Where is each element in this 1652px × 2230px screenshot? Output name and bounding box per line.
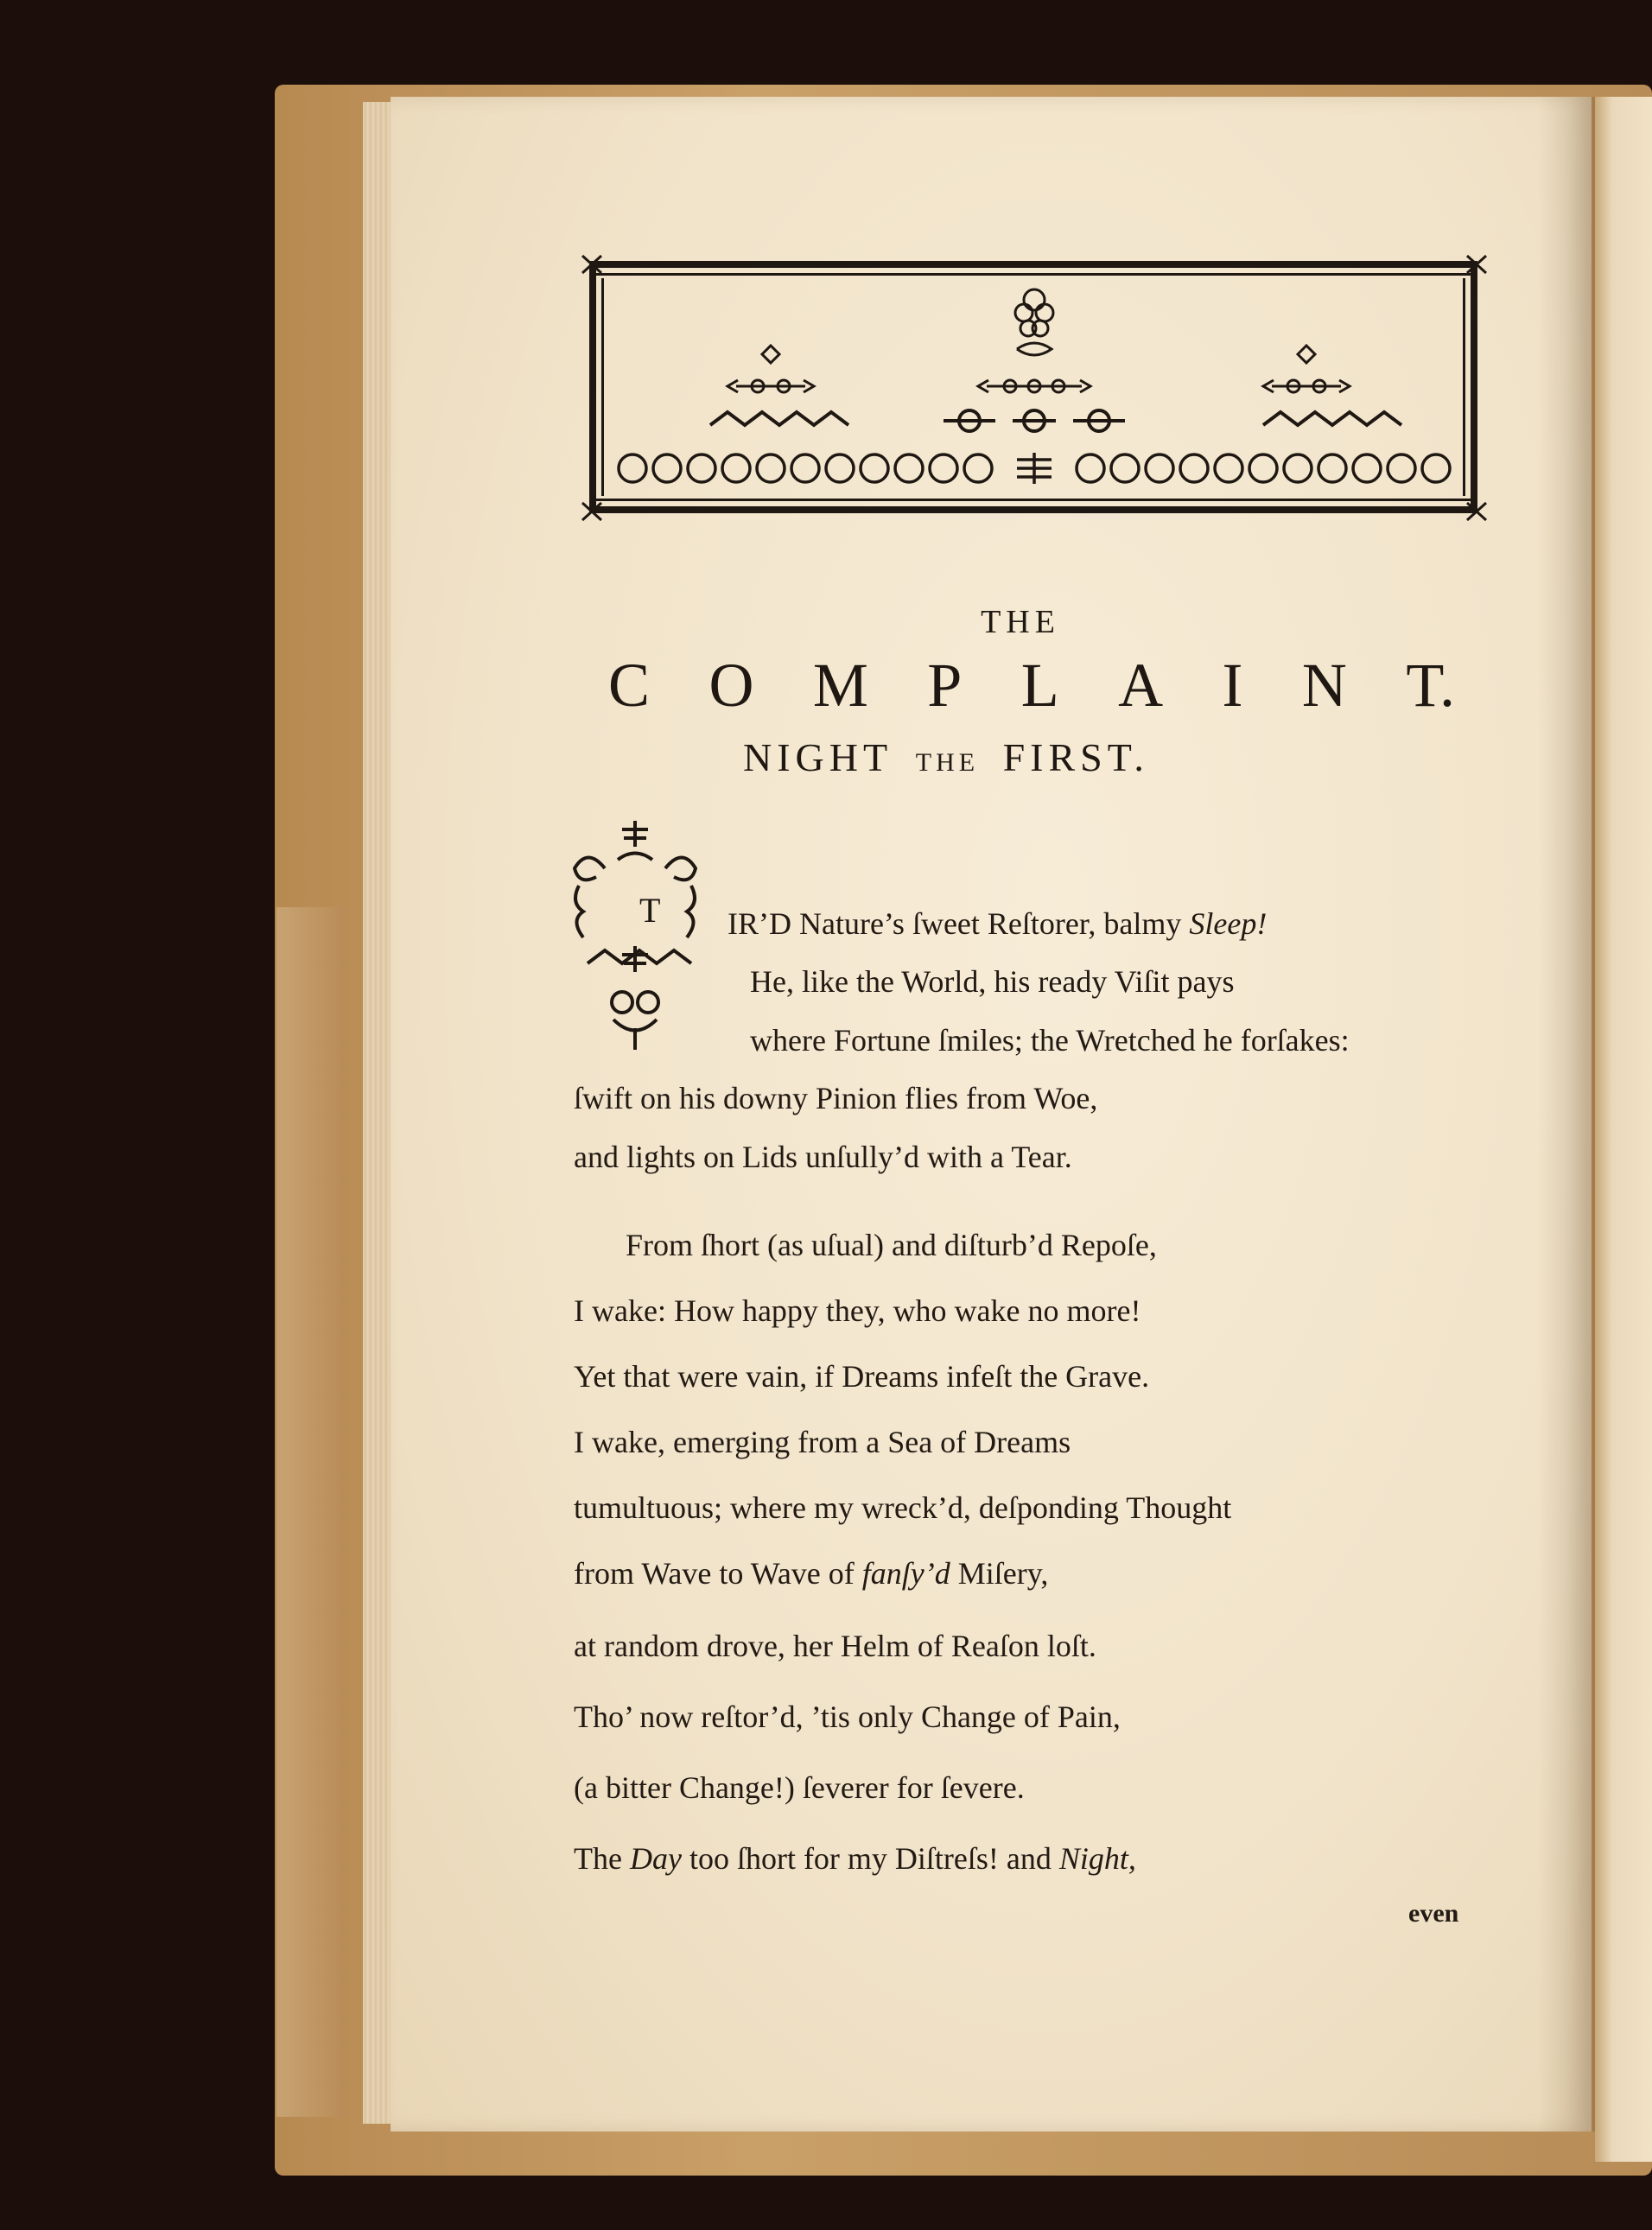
italic-day: Day [629,1841,682,1876]
title-letter: N [1301,651,1347,720]
italic-fansyd: fanſy’d [861,1556,950,1591]
subtitle-the: THE [915,748,980,777]
gutter-shadow [1538,97,1595,2132]
drop-cap-letter: T [639,891,661,930]
verse-line-3: where Fortune ſmiles; the Wretched he forſakes: [750,1023,1350,1058]
verse-line-9: I wake, emerging from a Sea of Dreams [574,1425,1071,1459]
title-letter: C [608,651,651,720]
verse-line-7: I wake: How happy they, who wake no more! [574,1293,1141,1328]
catchword: even [1408,1899,1459,1928]
verse-line-4: ſwift on his downy Pinion flies from Woe, [574,1081,1098,1115]
verse-line-8: Yet that were vain, if Dreams infeſt the Grave. [574,1359,1150,1394]
initial-letter-ornament [570,816,717,1058]
title-letter: P [927,651,963,720]
subtitle-night: NIGHT [743,735,893,779]
title-complaint [608,650,1455,721]
worn-spine-paper [276,907,346,2117]
verse-line-13: Tho’ now reſtor’d, ’tis only Change of Pain, [574,1700,1121,1734]
italic-night: Night, [1058,1841,1136,1876]
title-letter: T. [1406,651,1455,720]
verse-line-6: From ſhort (as uſual) and diſturb’d Repoſe, [626,1228,1157,1262]
title-letter: O [708,651,754,720]
title-letter: A [1118,651,1164,720]
verse-line-1: IR’D Nature’s ſweet Reſtorer, balmy Sleep! [728,906,1268,941]
subtitle [743,734,1348,780]
title-letter: M [812,651,868,720]
facing-page-edge [1595,97,1652,2162]
subtitle-first: FIRST. [1002,735,1149,779]
verse-line-5: and lights on Lids unſully’d with a Tear. [574,1140,1072,1174]
verse-line-10: tumultuous; where my wreck’d, deſponding Thought [574,1490,1232,1525]
verse-line-11: from Wave to Wave of fanſy’d Miſery, [574,1556,1049,1591]
title-letter: I [1222,651,1243,720]
title-the: THE [981,604,1060,640]
verse-line-15: The Day too ſhort for my Diſtreſs! and Night, [574,1841,1136,1876]
verse-line-12: at random drove, her Helm of Reaſon loſt. [574,1629,1096,1663]
verse-line-2: He, like the World, his ready Viſit pays [750,964,1235,999]
headpiece-ornament [581,252,1488,522]
title-letter: L [1020,651,1059,720]
verse-line-14: (a bitter Change!) ſeverer for ſevere. [574,1770,1025,1805]
italic-sleep: Sleep! [1189,906,1268,941]
